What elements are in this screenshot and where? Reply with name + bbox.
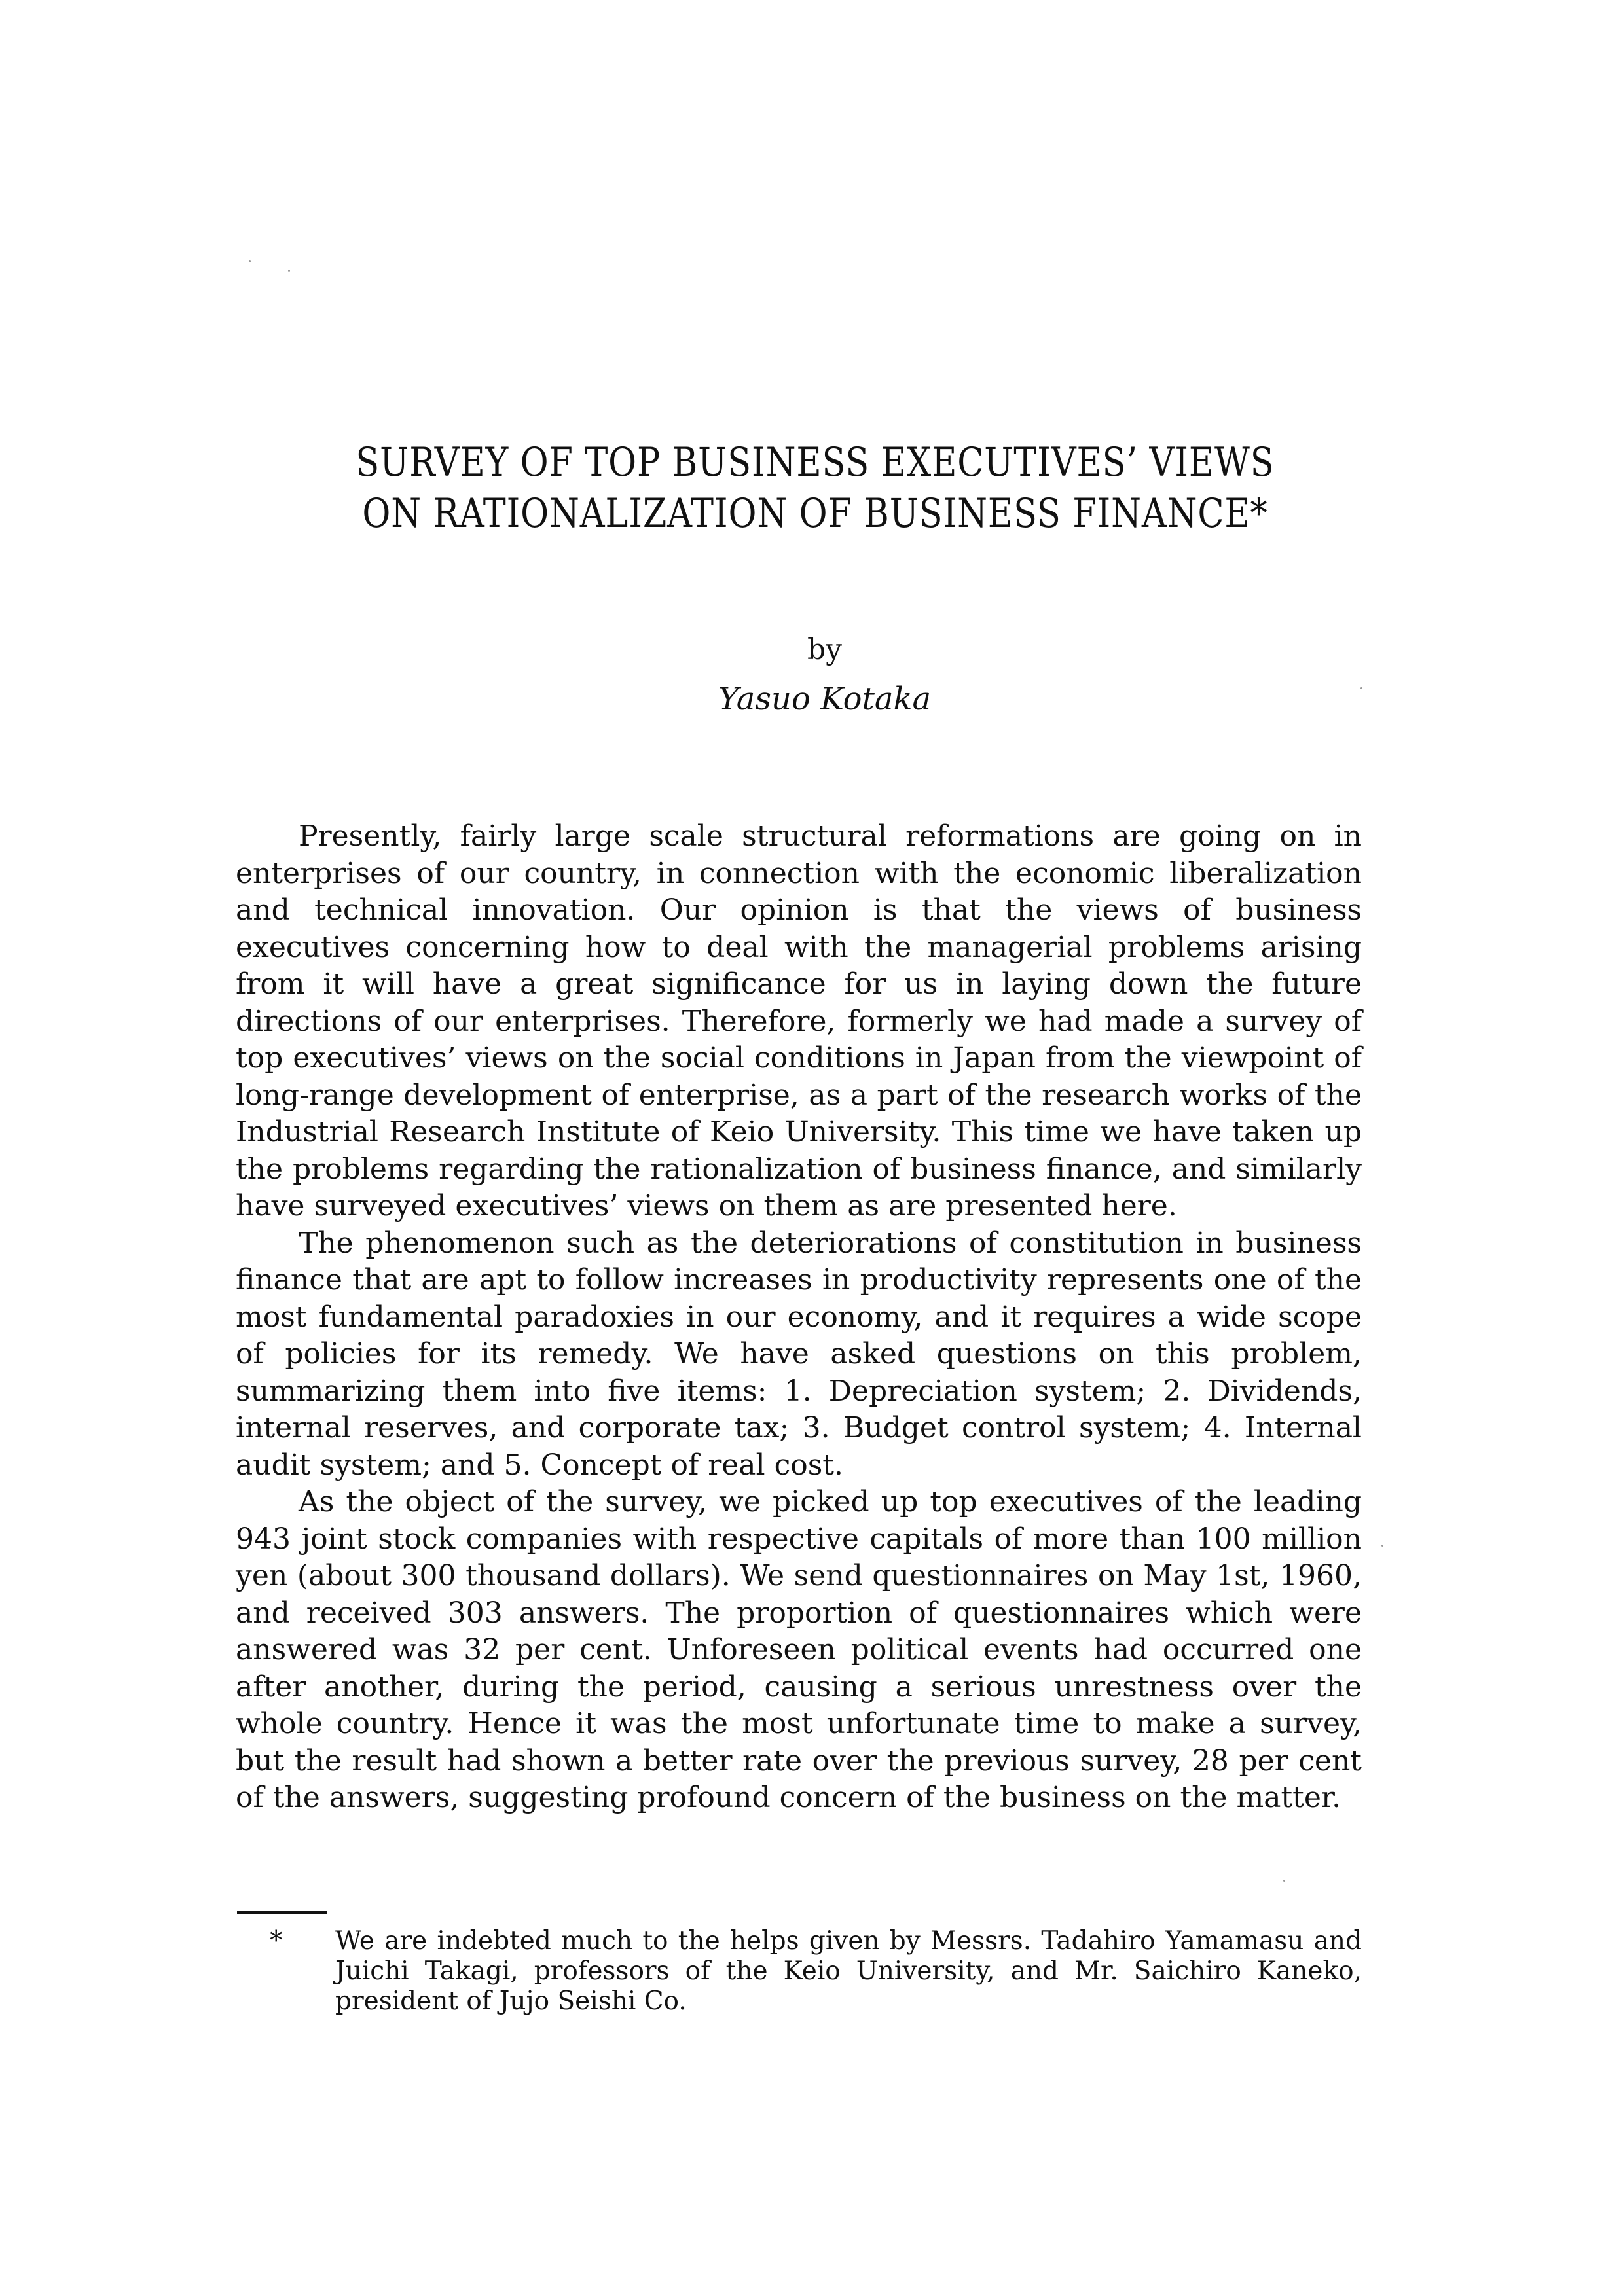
body-paragraph-3: As the object of the survey, we picked up top executives of the leading 943 joint stock companies with respective capitals of more than 100 million yen (about 300 thousand dollars). We send questionnaires on May 1st, 1960, and received 303 answers. The proportion of questionnaires which were answered was 32 per cent. Unforeseen political events had occurred one after another, during the period, causing a serious unrestness over the whole country. Hence it was the most unfortunate time to make a survey, but the result had shown a better rate over the previous survey, 28 per cent of the answers, suggesting profound concern of the business on the matter. xyxy=(236,1485,1362,1814)
article-title xyxy=(275,437,1355,539)
scan-speck xyxy=(1283,1880,1285,1882)
author-name: Yasuo Kotaka xyxy=(718,681,932,717)
body-paragraph-2: The phenomenon such as the deteriorations of constitution in business finance that are apt to follow increases in productivity represents one of the most fundamental paradoxies in our economy, and it requires a wide scope of policies for its remedy. We have asked questions on this problem, summarizing them into five items: 1. Depreciation system; 2. Dividends, internal reserves, and corporate tax; 3. Budget control system; 4. Internal audit system; and 5. Concept of real cost. xyxy=(236,1226,1362,1482)
scan-speck xyxy=(288,270,290,272)
body-paragraph-1: Presently, fairly large scale structural reformations are going on in enterprises of our country, in connection with the economic liberalization and technical innovation. Our opinion is that the views of business executives concerning how to deal with the managerial problems arising from it will have a great significance for us in laying down the future directions of our enterprises. Therefore, formerly we had made a survey of top executives’ views on the social conditions in Japan from the viewpoint of long-range development of enterprise, as a part of the research works of the Industrial Research Institute of Keio University. This time we have taken up the problems regarding the rationalization of business finance, and similarly have surveyed executives’ views on them as are presented here. xyxy=(236,819,1362,1223)
footnote-marker: * xyxy=(270,1926,283,1956)
footnote-divider xyxy=(237,1911,327,1914)
scan-speck xyxy=(1381,1545,1383,1547)
article-body xyxy=(236,818,1362,1817)
title-line-1: SURVEY OF TOP BUSINESS EXECUTIVES’ VIEWS xyxy=(356,439,1275,486)
title-line-2: ON RATIONALIZATION OF BUSINESS FINANCE* xyxy=(362,490,1268,537)
scan-speck xyxy=(249,260,251,262)
scan-speck xyxy=(1360,687,1362,689)
byline-prefix: by xyxy=(807,633,843,666)
footnote xyxy=(262,1926,1362,2017)
footnote-text: We are indebted much to the helps given by Messrs. Tadahiro Yamamasu and Juichi Takagi, professors of the Keio University, and Mr. Saichiro Kaneko, president of Jujo Seishi Co. xyxy=(335,1926,1362,2016)
